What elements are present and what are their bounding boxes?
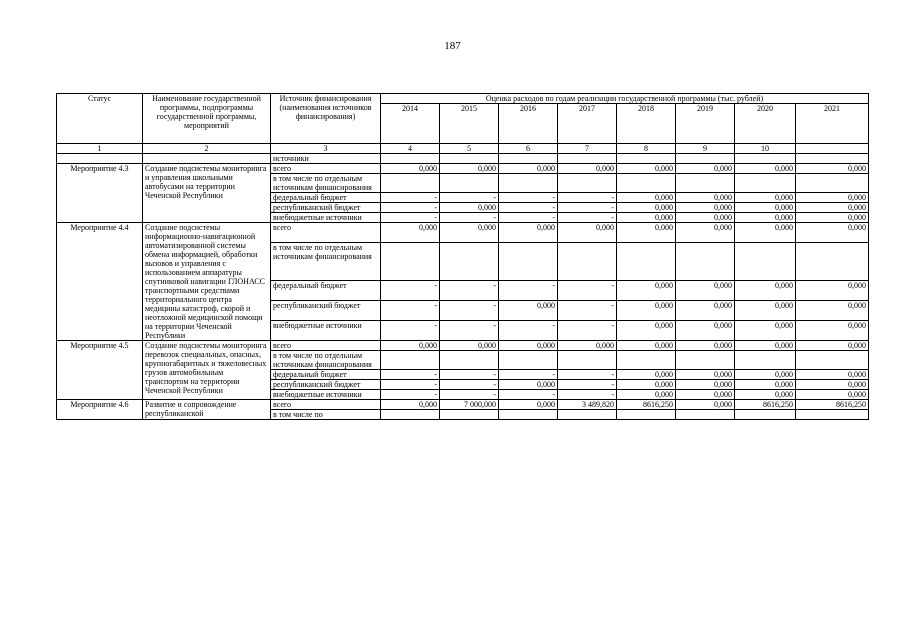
funding-source: федеральный бюджет [271,193,381,203]
amount-cell: - [440,370,499,380]
amount-cell [558,243,617,281]
amount-cell [676,410,735,420]
measure-name: Создание подсистемы информационно-навигационной автоматизированной системы обмена информацией, обработки вызовов и управления с использованием аппаратуры спутниковой навигации ГЛОНАСС транспортными средствами территориального центра медицины катастроф, скорой и неотложной медицинской помощи на территории Чеченской Республики [143,223,271,341]
amount-cell: - [499,370,558,380]
amount-cell: 0,000 [735,193,796,203]
funding-source: в том числе по отдельным источникам финансирования [271,174,381,193]
amount-cell: - [381,370,440,380]
amount-cell: 0,000 [676,281,735,301]
empty-cell [499,154,558,164]
amount-cell [499,243,558,281]
amount-cell: 0,000 [796,213,869,223]
amount-cell [381,243,440,281]
column-index: 4 [381,144,440,154]
funding-source: всего [271,400,381,410]
funding-source: всего [271,341,381,351]
amount-cell: 0,000 [796,223,869,243]
amount-cell [440,174,499,193]
amount-cell [735,174,796,193]
funding-source: республиканский бюджет [271,301,381,321]
amount-cell [676,174,735,193]
funding-source: в том числе по отдельным источникам финансирования [271,351,381,370]
amount-cell: 0,000 [558,164,617,174]
header-year: 2018 [617,104,676,144]
amount-cell: 0,000 [617,281,676,301]
amount-cell: 0,000 [735,390,796,400]
amount-cell: 0,000 [440,164,499,174]
amount-cell [558,174,617,193]
amount-cell: - [558,213,617,223]
empty-cell [676,154,735,164]
amount-cell: 0,000 [617,390,676,400]
empty-cell [143,154,271,164]
amount-cell: 0,000 [796,164,869,174]
amount-cell [735,351,796,370]
measure-status: Мероприятие 4.4 [57,223,143,341]
amount-cell: - [558,380,617,390]
funding-source: республиканский бюджет [271,203,381,213]
amount-cell [440,243,499,281]
amount-cell: - [381,193,440,203]
amount-cell: 0,000 [617,193,676,203]
amount-cell: - [440,213,499,223]
amount-cell: 0,000 [381,341,440,351]
column-index: 9 [676,144,735,154]
amount-cell: - [381,281,440,301]
amount-cell: 0,000 [676,380,735,390]
empty-cell [735,154,796,164]
header-name: Наименование государственной программы, подпрограммы государственной программы, мероприятий [143,94,271,144]
amount-cell: 0,000 [617,213,676,223]
measure-status: Мероприятие 4.5 [57,341,143,400]
header-source: Источник финансирования (наименования источников финансирования) [271,94,381,144]
column-index: 5 [440,144,499,154]
amount-cell: - [499,281,558,301]
amount-cell: - [440,193,499,203]
funding-source: всего [271,223,381,243]
amount-cell: - [440,380,499,390]
amount-cell [381,351,440,370]
amount-cell: 0,000 [558,341,617,351]
amount-cell: 0,000 [440,203,499,213]
amount-cell [499,174,558,193]
amount-cell: - [558,301,617,321]
measure-name: Создание подсистемы мониторинга и управления школьными автобусами на территории Чеченской Республики [143,164,271,223]
amount-cell: 0,000 [440,341,499,351]
table-row [57,164,869,174]
column-index: 3 [271,144,381,154]
amount-cell: - [440,321,499,341]
amount-cell [617,243,676,281]
column-index: 10 [735,144,796,154]
amount-cell: - [440,301,499,321]
amount-cell: - [558,370,617,380]
amount-cell: 0,000 [796,203,869,213]
funding-source: внебюджетные источники [271,213,381,223]
amount-cell: 0,000 [499,301,558,321]
amount-cell: 0,000 [676,223,735,243]
amount-cell [796,243,869,281]
amount-cell: 0,000 [381,400,440,410]
column-index: 8 [617,144,676,154]
amount-cell: 8616,250 [796,400,869,410]
amount-cell [381,174,440,193]
amount-cell: 0,000 [676,390,735,400]
amount-cell: 8616,250 [735,400,796,410]
amount-cell: 0,000 [499,223,558,243]
amount-cell [440,351,499,370]
amount-cell: - [440,281,499,301]
amount-cell [558,410,617,420]
header-year: 2016 [499,104,558,144]
empty-cell [440,154,499,164]
amount-cell: 0,000 [381,164,440,174]
header-estimate: Оценка расходов по годам реализации государственной программы (тыс. рублей) [381,94,869,104]
amount-cell: 0,000 [735,213,796,223]
amount-cell: 0,000 [796,301,869,321]
amount-cell [617,174,676,193]
empty-cell [617,154,676,164]
amount-cell: - [499,390,558,400]
amount-cell: 7 000,000 [440,400,499,410]
amount-cell: 0,000 [558,223,617,243]
amount-cell: 0,000 [617,164,676,174]
amount-cell [735,243,796,281]
amount-cell: 0,000 [796,341,869,351]
amount-cell: - [558,203,617,213]
header-year: 2017 [558,104,617,144]
amount-cell: 0,000 [676,193,735,203]
amount-cell: 8616,250 [617,400,676,410]
amount-cell: 0,000 [617,370,676,380]
funding-source: внебюджетные источники [271,321,381,341]
amount-cell [676,351,735,370]
column-index: 2 [143,144,271,154]
funding-source: федеральный бюджет [271,281,381,301]
header-row-1 [57,94,869,104]
funding-source: внебюджетные источники [271,390,381,400]
amount-cell [676,243,735,281]
amount-cell: - [558,281,617,301]
amount-cell: 0,000 [617,321,676,341]
amount-cell: 0,000 [617,380,676,390]
amount-cell: 0,000 [676,321,735,341]
amount-cell: 0,000 [796,193,869,203]
funding-source: республиканский бюджет [271,380,381,390]
header-status: Статус [57,94,143,144]
amount-cell: 0,000 [617,203,676,213]
carry-over-source: источники [271,154,381,164]
amount-cell [735,410,796,420]
amount-cell [440,410,499,420]
table-row [57,341,869,351]
amount-cell [796,174,869,193]
amount-cell: 0,000 [735,223,796,243]
header-year: 2014 [381,104,440,144]
amount-cell: 0,000 [676,400,735,410]
header-year: 2015 [440,104,499,144]
amount-cell: - [499,193,558,203]
amount-cell: 0,000 [617,301,676,321]
funding-source: всего [271,164,381,174]
column-index-row [57,144,869,154]
amount-cell: - [381,203,440,213]
amount-cell: - [499,321,558,341]
amount-cell: 0,000 [617,223,676,243]
carry-over-row [57,154,869,164]
measure-name: Развитие и сопровождение республиканской [143,400,271,420]
amount-cell: 0,000 [499,164,558,174]
amount-cell [381,410,440,420]
amount-cell: 0,000 [796,380,869,390]
amount-cell: 0,000 [735,281,796,301]
amount-cell: 0,000 [440,223,499,243]
amount-cell: 0,000 [617,341,676,351]
amount-cell: - [381,321,440,341]
amount-cell: 0,000 [381,223,440,243]
empty-cell [796,154,869,164]
amount-cell: 0,000 [676,341,735,351]
amount-cell: 0,000 [735,321,796,341]
header-year: 2019 [676,104,735,144]
funding-source: в том числе по отдельным источникам финансирования [271,243,381,281]
amount-cell [499,351,558,370]
measure-name: Создание подсистемы мониторинга перевозок специальных, опасных, крупногабаритных и тяжеловесных грузов автомобильным транспортом на территории Чеченской Республики [143,341,271,400]
header-year: 2020 [735,104,796,144]
amount-cell: 0,000 [796,281,869,301]
amount-cell: 0,000 [796,370,869,380]
column-index [796,144,869,154]
amount-cell: 0,000 [796,390,869,400]
amount-cell: - [558,321,617,341]
page-number: 187 [444,40,461,52]
amount-cell: 0,000 [676,301,735,321]
measure-status: Мероприятие 4.3 [57,164,143,223]
amount-cell: 0,000 [735,380,796,390]
empty-cell [558,154,617,164]
table-row [57,223,869,243]
amount-cell: - [381,390,440,400]
measure-status: Мероприятие 4.6 [57,400,143,420]
column-index: 6 [499,144,558,154]
column-index: 1 [57,144,143,154]
amount-cell: - [558,193,617,203]
amount-cell: 0,000 [676,213,735,223]
amount-cell: 0,000 [676,164,735,174]
amount-cell [617,351,676,370]
amount-cell [558,351,617,370]
empty-cell [57,154,143,164]
amount-cell: - [499,213,558,223]
column-index: 7 [558,144,617,154]
amount-cell: - [440,390,499,400]
amount-cell: - [381,213,440,223]
funding-source: в том числе по [271,410,381,420]
amount-cell: 0,000 [499,380,558,390]
amount-cell: 0,000 [676,370,735,380]
amount-cell: 0,000 [735,203,796,213]
amount-cell: 0,000 [499,341,558,351]
amount-cell: 0,000 [735,341,796,351]
empty-cell [381,154,440,164]
amount-cell [796,351,869,370]
amount-cell: 0,000 [676,203,735,213]
budget-table [56,93,869,420]
amount-cell [499,410,558,420]
amount-cell [617,410,676,420]
amount-cell: 0,000 [735,370,796,380]
table-row [57,400,869,410]
amount-cell: 3 489,820 [558,400,617,410]
amount-cell: - [499,203,558,213]
amount-cell: 0,000 [735,301,796,321]
amount-cell: - [381,380,440,390]
amount-cell [796,410,869,420]
header-year: 2021 [796,104,869,144]
amount-cell: 0,000 [796,321,869,341]
amount-cell: - [381,301,440,321]
funding-source: федеральный бюджет [271,370,381,380]
amount-cell: 0,000 [499,400,558,410]
amount-cell: - [558,390,617,400]
amount-cell: 0,000 [735,164,796,174]
